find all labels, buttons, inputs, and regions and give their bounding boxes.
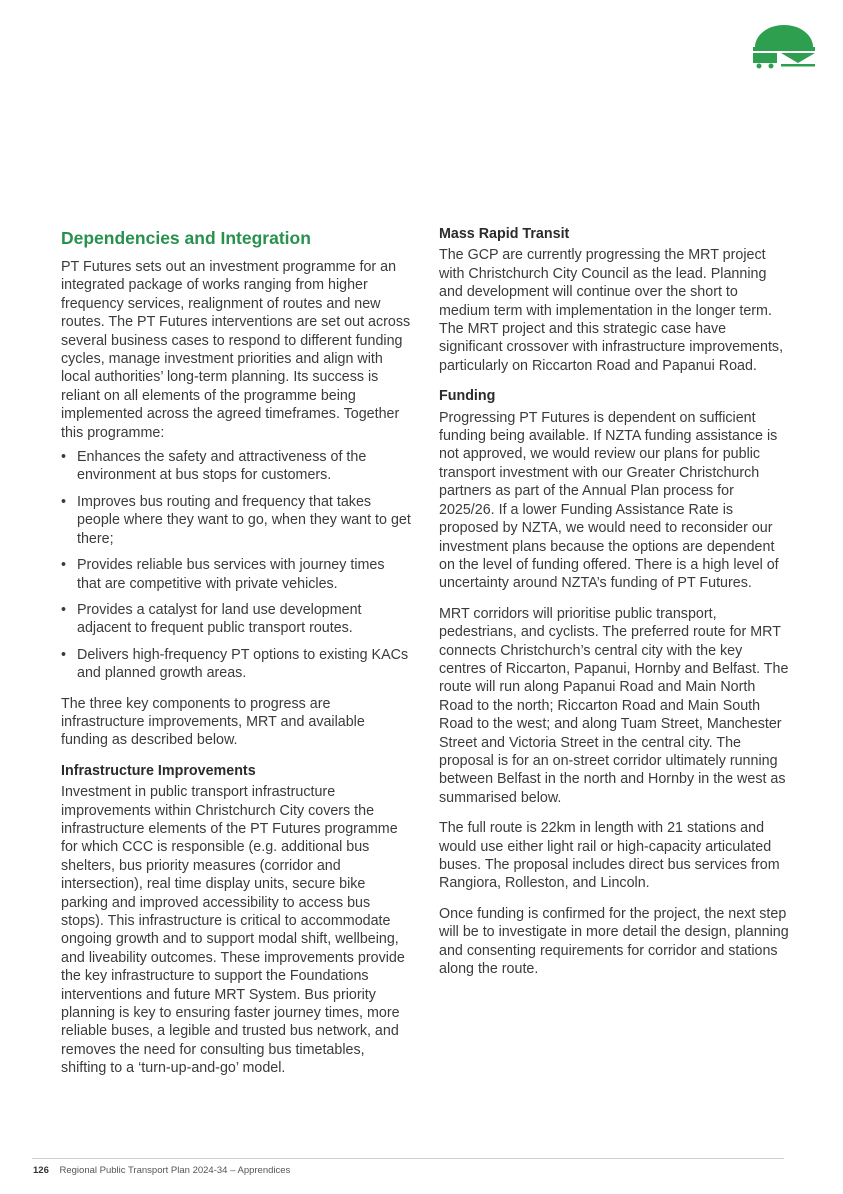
funding-paragraph-2: MRT corridors will prioritise public transport, pedestrians, and cyclists. The preferred route for MRT connects Christchurch’s central city with the key centres of Riccarton, Papanui, Hornby and Belfast. The route will run along Papanui Road and Main North Road to the north; Riccarton Road and Main South Road to the west; and along Tuam Street, Manchester Street and Victoria Street in the central city. The proposal is for an on-street corridor ultimately running between Belfast in the north and Hornby in the west as summarised below.	[439, 605, 789, 806]
bullet-item: • Delivers high-frequency PT options to existing KACs and planned growth areas.	[61, 646, 411, 683]
right-column	[439, 225, 789, 990]
document-title: Regional Public Transport Plan 2024-34 – Apprendices	[59, 1165, 291, 1176]
footer-divider	[32, 1158, 784, 1159]
infrastructure-heading: Infrastructure Improvements	[61, 762, 256, 779]
bullet-item: • Provides a catalyst for land use development adjacent to frequent public transport routes.	[61, 601, 411, 638]
left-column	[61, 225, 411, 1090]
bullet-item: • Improves bus routing and frequency that takes people where they want to go, when they want to get there;	[61, 493, 411, 548]
section-heading: Dependencies and Integration	[61, 228, 311, 248]
funding-paragraph-4: Once funding is confirmed for the project, the next step will be to investigate in more detail the design, planning and consenting requirements for corridor and stations along the route.	[439, 905, 789, 978]
mrt-heading: Mass Rapid Transit	[439, 226, 570, 242]
page-number: 126	[33, 1165, 49, 1176]
funding-heading: Funding	[439, 388, 496, 405]
bus-train-logo-icon	[751, 25, 817, 69]
bullet-item: • Enhances the safety and attractiveness of the environment at bus stops for customers.	[61, 448, 411, 485]
funding-paragraph-3: The full route is 22km in length with 21 stations and would use either light rail or high-capacity articulated buses. The proposal includes direct bus services from Rangiora, Rolleston, and Lincoln.	[439, 820, 780, 892]
funding-paragraph-1: Progressing PT Futures is dependent on sufficient funding being available. If NZTA funding assistance is not approved, we would review our plans for public transport investment with our Greater Christchurch partners as part of the Annual Plan process for 2025/26. If a lower Funding Assistance Rate is proposed by NZTA, we would need to reconsider our investment plans because the options are dependent on the level of funding offered. There is a high level of uncertainty around NZTA’s funding of PT Futures.	[439, 409, 779, 592]
intro-paragraph: PT Futures sets out an investment programme for an integrated package of works ranging from higher frequency services, realignment of routes and new routes. The PT Futures interventions are set out across several business cases to respond to different funding cycles, manage investment priorities and align with local authorities’ long-term planning. Its success is reliant on all elements of the programme being implemented across the agreed timeframes. Together this programme:	[61, 259, 411, 441]
page-footer	[33, 1165, 290, 1176]
bullet-item: • Provides reliable bus services with journey times that are competitive with private vehicles.	[61, 556, 411, 593]
components-paragraph: The three key components to progress are infrastructure improvements, MRT and available funding as described below.	[61, 695, 365, 749]
programme-bullet-list	[61, 448, 411, 682]
infrastructure-paragraph: Investment in public transport infrastructure improvements within Christchurch City covers the infrastructure elements of the PT Futures programme for which CCC is responsible (e.g. additional bus shelters, bus priority measures (corridor and intersection), real time display units, secure bike parking and improved accessibility to access bus stops). This infrastructure is critical to accommodate ongoing growth and to support modal shift, wellbeing, and liveability outcomes. These improvements provide the key infrastructure to support the Foundations interventions and future MRT System. Bus priority planning is key to ensuring faster journey times, more reliable buses, a legible and trusted bus network, and removes the need for consulting bus timetables, shifting to a ‘turn-up-and-go’ model.	[61, 784, 405, 1077]
logo-graphic	[751, 25, 817, 69]
mrt-paragraph: The GCP are currently progressing the MRT project with Christchurch City Council as the lead. Planning and development will continue over the short to medium term with implementation in the longer term. The MRT project and this strategic case have significant crossover with infrastructure improvements, particularly on Riccarton Road and Papanui Road.	[439, 247, 784, 374]
